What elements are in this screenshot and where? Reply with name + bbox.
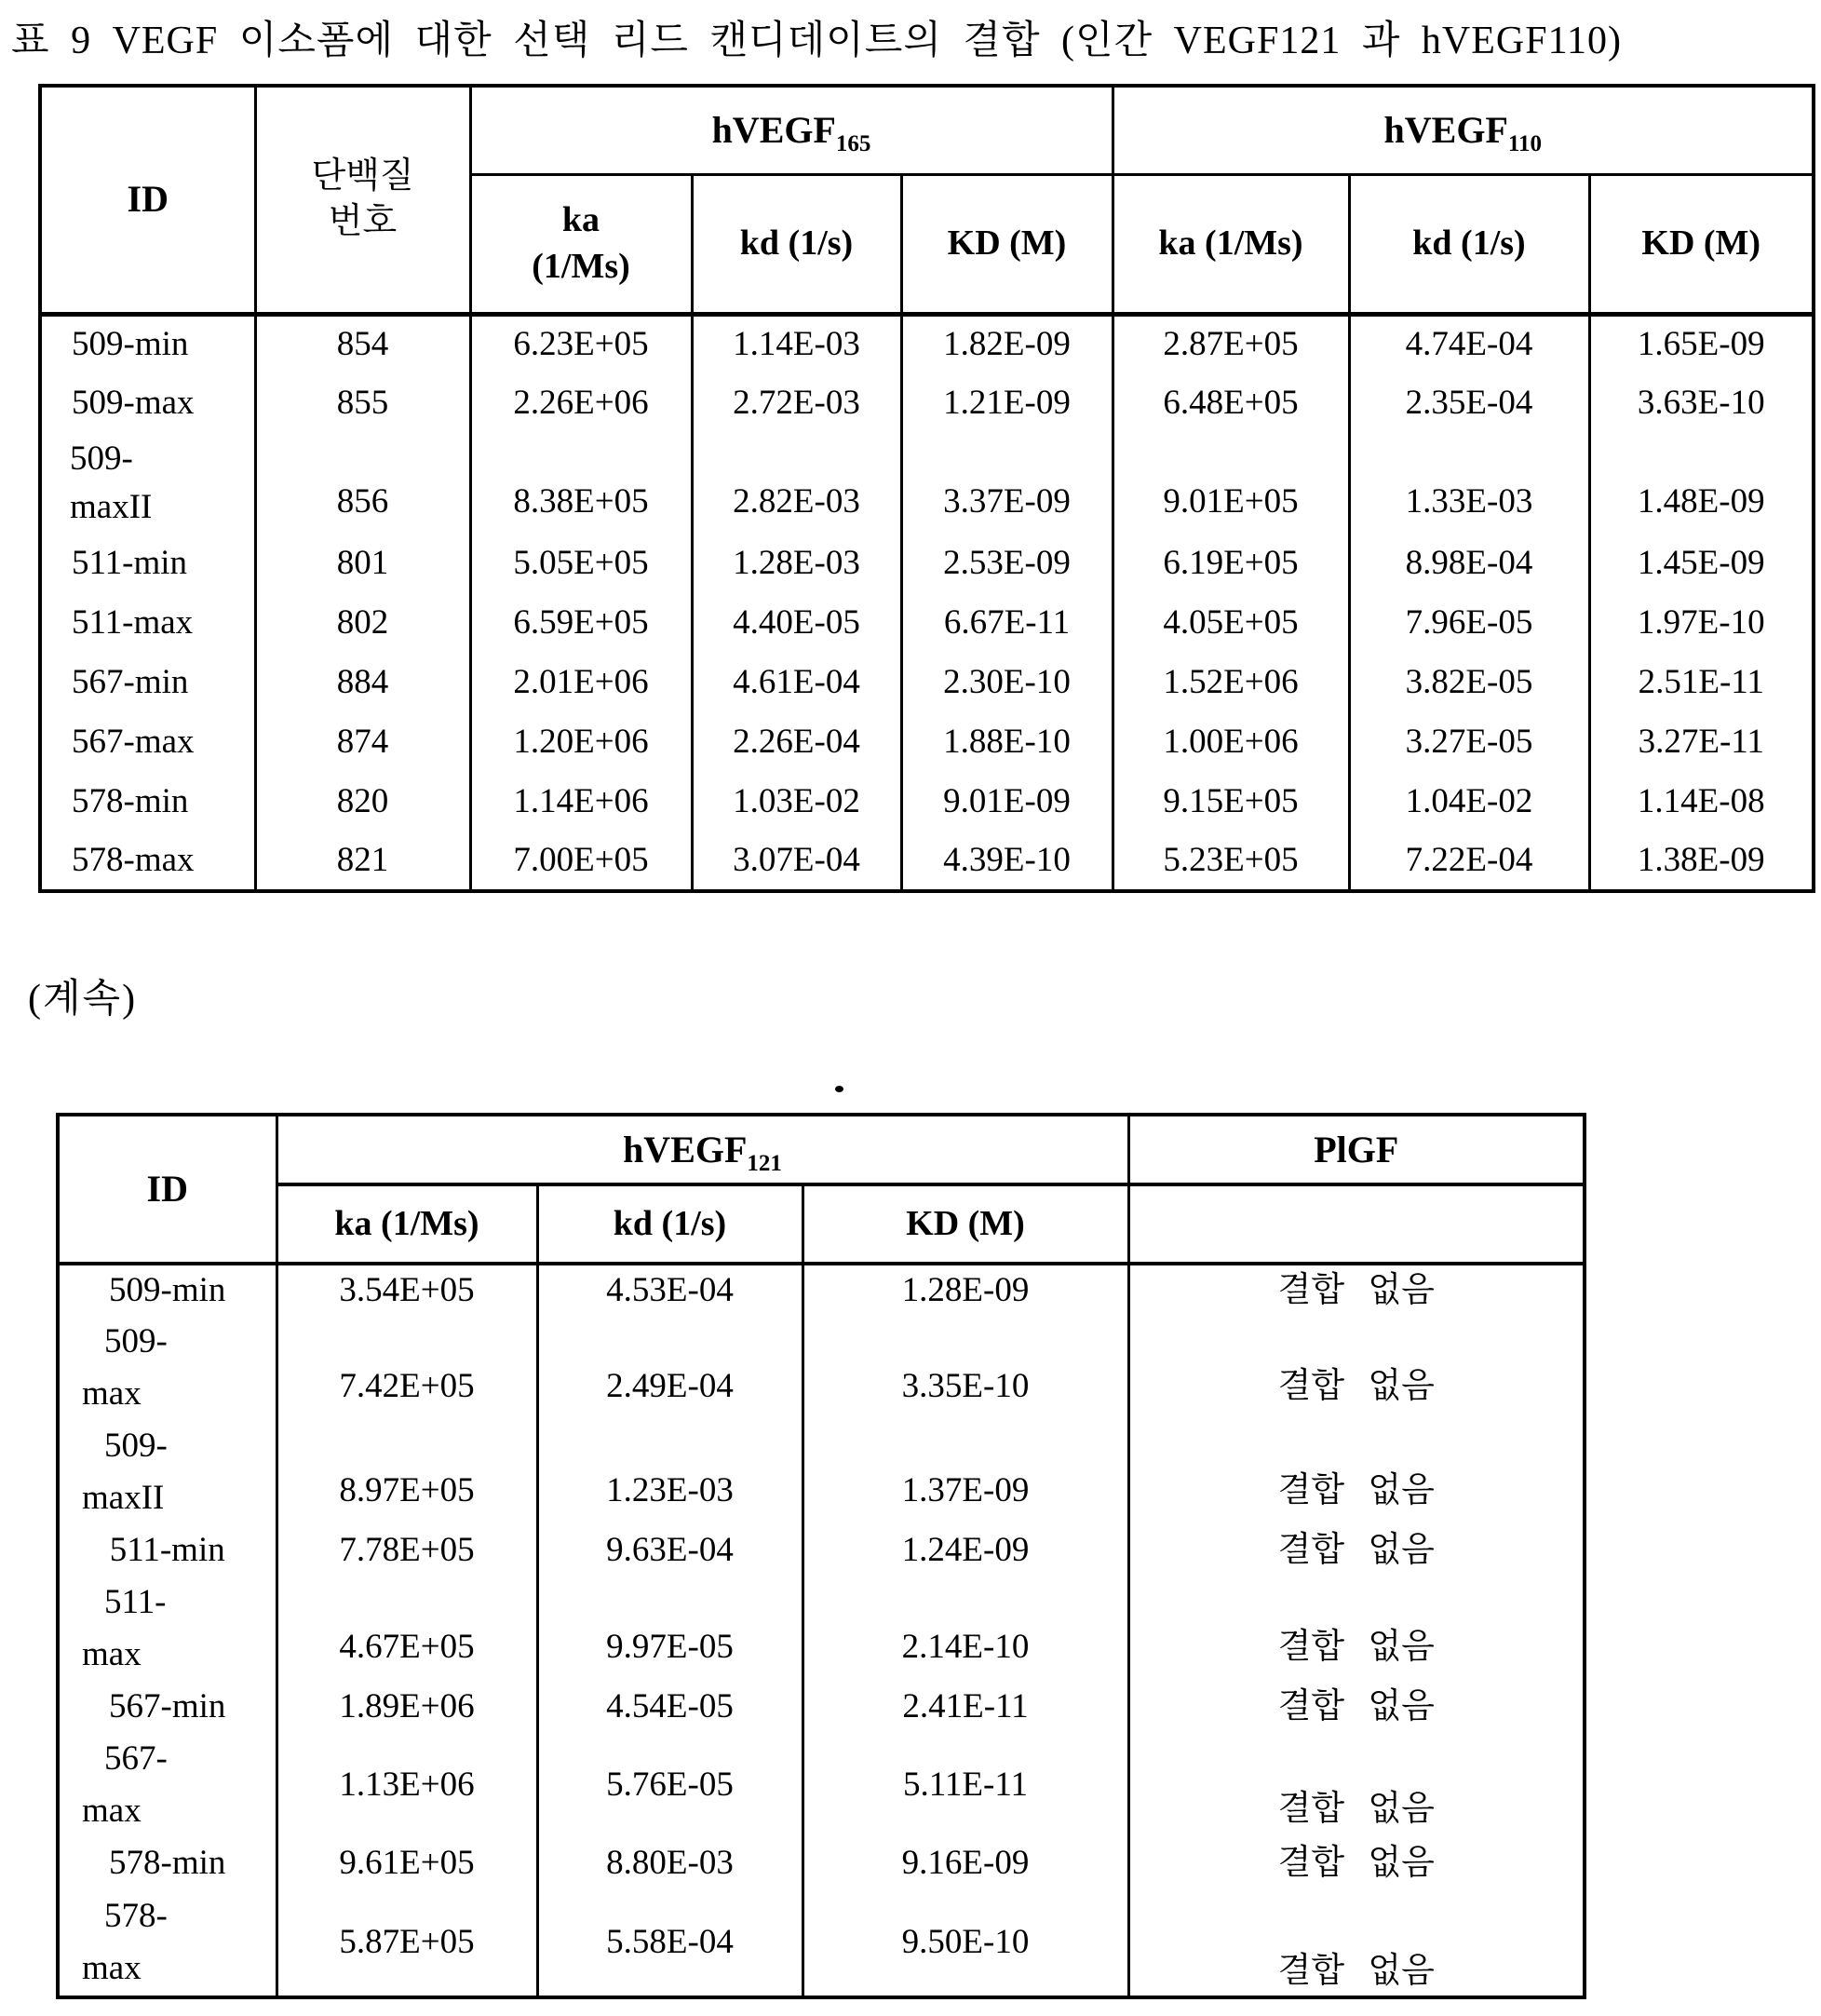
- ka110-cell: 9.01E+05: [1113, 433, 1349, 534]
- KD121-cell: 1.37E-09: [803, 1420, 1128, 1524]
- KD165-cell: 9.01E-09: [901, 772, 1113, 832]
- KD165-cell: 1.88E-10: [901, 712, 1113, 772]
- KD110-cell: 3.27E-11: [1589, 712, 1814, 772]
- kd110-cell: 3.82E-05: [1349, 653, 1589, 712]
- table-row: [58, 1733, 1585, 1837]
- kd121-cell: 2.49E-04: [537, 1316, 803, 1420]
- KD110-cell: 2.51E-11: [1589, 653, 1814, 712]
- id-cell: 578-max: [40, 832, 255, 891]
- plgf-cell: 결합 없음: [1128, 1837, 1585, 1889]
- ka121-cell: 4.67E+05: [277, 1576, 537, 1681]
- ka110-cell: 2.87E+05: [1113, 314, 1349, 373]
- KD121-cell: 2.14E-10: [803, 1576, 1128, 1681]
- KD121-cell: 9.16E-09: [803, 1837, 1128, 1889]
- binding-table-vegf121-plgf: [56, 1113, 1586, 1999]
- KD165-cell: 6.67E-11: [901, 593, 1113, 653]
- kd165-cell: 2.26E-04: [692, 712, 901, 772]
- KD110-cell: 1.48E-09: [1589, 433, 1814, 534]
- protein-number-cell: 820: [255, 772, 470, 832]
- table-row: [40, 772, 1814, 832]
- KD110-cell: 1.38E-09: [1589, 832, 1814, 891]
- id-cell: [58, 1576, 277, 1681]
- id-column-header: ID: [58, 1115, 277, 1264]
- page-title: 표 9 VEGF 이소폼에 대한 선택 리드 캔디데이트의 결합 (인간 VEGF121 과 hVEGF110): [11, 20, 1623, 62]
- kd121-cell: 9.97E-05: [537, 1576, 803, 1681]
- table-row: [40, 593, 1814, 653]
- protein-number-column-header: 단백질 번호: [255, 86, 470, 314]
- plgf-cell: 결합 없음: [1128, 1576, 1585, 1681]
- plgf-cell: 결합 없음: [1128, 1524, 1585, 1576]
- ka110-cell: 1.52E+06: [1113, 653, 1349, 712]
- id-line-1: 511-: [104, 1583, 167, 1621]
- ka165-cell: 2.01E+06: [470, 653, 692, 712]
- plgf-column-header: PlGF: [1128, 1115, 1585, 1184]
- protein-number-cell: 821: [255, 832, 470, 891]
- kd110-cell: 7.96E-05: [1349, 593, 1589, 653]
- table-header-row: [58, 1115, 1585, 1184]
- id-line-2: max: [82, 1635, 142, 1673]
- id-cell: 511-min: [58, 1524, 277, 1576]
- KD121-cell: 1.28E-09: [803, 1264, 1128, 1316]
- hvegf110-subscript: 110: [1507, 130, 1542, 156]
- KD165-cell: 1.82E-09: [901, 314, 1113, 373]
- table-row: [58, 1524, 1585, 1576]
- id-cell: [58, 1316, 277, 1420]
- protein-number-cell: 874: [255, 712, 470, 772]
- id-line-1: 509-: [104, 1427, 168, 1465]
- scan-artifact-dot: [835, 1086, 843, 1092]
- KD165-cell: 3.37E-09: [901, 433, 1113, 534]
- id-line-1: 509-: [104, 1322, 168, 1360]
- table-units-row: [58, 1184, 1585, 1264]
- id-line-1: 578-: [104, 1897, 168, 1935]
- hvegf121-label: hVEGF: [623, 1128, 748, 1170]
- KD-165-header: KD (M): [901, 174, 1113, 314]
- id-cell: [40, 433, 255, 534]
- hvegf110-group-header: [1113, 86, 1814, 174]
- plgf-cell: 결합 없음: [1128, 1420, 1585, 1524]
- id-cell: [58, 1889, 277, 1997]
- ka165-cell: 6.59E+05: [470, 593, 692, 653]
- table-row: [58, 1837, 1585, 1889]
- id-cell: 509-min: [40, 314, 255, 373]
- ka165-cell: 2.26E+06: [470, 373, 692, 433]
- ka-110-header: ka (1/Ms): [1113, 174, 1349, 314]
- protein-number-cell: 855: [255, 373, 470, 433]
- kd110-cell: 3.27E-05: [1349, 712, 1589, 772]
- kd110-cell: 7.22E-04: [1349, 832, 1589, 891]
- kd165-cell: 4.61E-04: [692, 653, 901, 712]
- table-row: [40, 433, 1814, 534]
- table-row: [40, 832, 1814, 891]
- kd165-cell: 1.28E-03: [692, 534, 901, 593]
- hvegf110-label: hVEGF: [1383, 108, 1508, 151]
- KD-121-header: KD (M): [803, 1184, 1128, 1264]
- kd121-cell: 1.23E-03: [537, 1420, 803, 1524]
- plgf-cell: 결합 없음: [1128, 1264, 1585, 1316]
- kd110-cell: 1.04E-02: [1349, 772, 1589, 832]
- ka121-cell: 1.13E+06: [277, 1733, 537, 1837]
- continued-label: (계속): [28, 978, 138, 1021]
- ka110-cell: 1.00E+06: [1113, 712, 1349, 772]
- id-cell: [58, 1733, 277, 1837]
- hvegf121-subscript: 121: [747, 1150, 782, 1176]
- id-cell: 578-min: [58, 1837, 277, 1889]
- hvegf165-subscript: 165: [835, 130, 871, 156]
- hvegf165-group-header: [470, 86, 1113, 174]
- table-header-row: [40, 86, 1814, 174]
- id-line-2: max: [82, 1374, 142, 1413]
- kd110-cell: 2.35E-04: [1349, 373, 1589, 433]
- id-line-1: 509-: [70, 440, 133, 478]
- table-row: [58, 1681, 1585, 1733]
- ka165-cell: 1.20E+06: [470, 712, 692, 772]
- ka165-cell: 8.38E+05: [470, 433, 692, 534]
- KD165-cell: 2.30E-10: [901, 653, 1113, 712]
- protein-number-cell: 854: [255, 314, 470, 373]
- ka165-cell: 1.14E+06: [470, 772, 692, 832]
- KD110-cell: 3.63E-10: [1589, 373, 1814, 433]
- kd165-cell: 4.40E-05: [692, 593, 901, 653]
- table-row: [58, 1576, 1585, 1681]
- ka110-cell: 6.19E+05: [1113, 534, 1349, 593]
- table-row: [58, 1889, 1585, 1997]
- KD121-cell: 1.24E-09: [803, 1524, 1128, 1576]
- ka-165-header: ka (1/Ms): [470, 174, 692, 314]
- ka110-cell: 4.05E+05: [1113, 593, 1349, 653]
- ka165-cell: 6.23E+05: [470, 314, 692, 373]
- id-cell: 511-min: [40, 534, 255, 593]
- id-line-2: maxII: [82, 1479, 165, 1517]
- table-row: [40, 314, 1814, 373]
- id-cell: 509-min: [58, 1264, 277, 1316]
- plgf-cell: 결합 없음: [1128, 1889, 1585, 1997]
- kd121-cell: 4.54E-05: [537, 1681, 803, 1733]
- ka121-cell: 8.97E+05: [277, 1420, 537, 1524]
- id-cell: 578-min: [40, 772, 255, 832]
- id-line-2: max: [82, 1792, 142, 1830]
- KD-110-header: KD (M): [1589, 174, 1814, 314]
- id-column-header: ID: [40, 86, 255, 314]
- id-cell: 567-min: [40, 653, 255, 712]
- kd110-cell: 1.33E-03: [1349, 433, 1589, 534]
- id-cell: 567-min: [58, 1681, 277, 1733]
- KD165-cell: 2.53E-09: [901, 534, 1113, 593]
- id-line-2: max: [82, 1949, 142, 1987]
- KD121-cell: 3.35E-10: [803, 1316, 1128, 1420]
- KD110-cell: 1.97E-10: [1589, 593, 1814, 653]
- KD110-cell: 1.45E-09: [1589, 534, 1814, 593]
- kd121-cell: 5.76E-05: [537, 1733, 803, 1837]
- id-cell: 511-max: [40, 593, 255, 653]
- kd165-cell: 1.14E-03: [692, 314, 901, 373]
- kd-165-header: kd (1/s): [692, 174, 901, 314]
- ka-121-header: ka (1/Ms): [277, 1184, 537, 1264]
- table-row: [40, 373, 1814, 433]
- kd121-cell: 8.80E-03: [537, 1837, 803, 1889]
- protein-number-cell: 802: [255, 593, 470, 653]
- kd121-cell: 5.58E-04: [537, 1889, 803, 1997]
- protein-number-cell: 884: [255, 653, 470, 712]
- KD165-cell: 4.39E-10: [901, 832, 1113, 891]
- ka121-cell: 7.78E+05: [277, 1524, 537, 1576]
- kd165-cell: 1.03E-02: [692, 772, 901, 832]
- table-row: [58, 1264, 1585, 1316]
- kd165-cell: 3.07E-04: [692, 832, 901, 891]
- ka121-cell: 1.89E+06: [277, 1681, 537, 1733]
- table-row: [40, 653, 1814, 712]
- table-row: [58, 1420, 1585, 1524]
- table-row: [58, 1316, 1585, 1420]
- hvegf121-group-header: [277, 1115, 1128, 1184]
- id-line-1: 567-: [104, 1739, 168, 1778]
- kd110-cell: 8.98E-04: [1349, 534, 1589, 593]
- binding-table-vegf165-vegf110: [38, 84, 1815, 893]
- ka110-cell: 5.23E+05: [1113, 832, 1349, 891]
- kd-121-header: kd (1/s): [537, 1184, 803, 1264]
- KD110-cell: 1.65E-09: [1589, 314, 1814, 373]
- table-row: [40, 712, 1814, 772]
- kd165-cell: 2.72E-03: [692, 373, 901, 433]
- kd110-cell: 4.74E-04: [1349, 314, 1589, 373]
- id-cell: 509-max: [40, 373, 255, 433]
- kd121-cell: 9.63E-04: [537, 1524, 803, 1576]
- protein-number-cell: 856: [255, 433, 470, 534]
- plgf-cell: 결합 없음: [1128, 1733, 1585, 1837]
- table-row: [40, 534, 1814, 593]
- ka165-cell: 7.00E+05: [470, 832, 692, 891]
- ka121-cell: 3.54E+05: [277, 1264, 537, 1316]
- id-cell: [58, 1420, 277, 1524]
- id-cell: 567-max: [40, 712, 255, 772]
- KD165-cell: 1.21E-09: [901, 373, 1113, 433]
- ka121-cell: 5.87E+05: [277, 1889, 537, 1997]
- kd165-cell: 2.82E-03: [692, 433, 901, 534]
- kd121-cell: 4.53E-04: [537, 1264, 803, 1316]
- ka121-cell: 7.42E+05: [277, 1316, 537, 1420]
- plgf-empty-subheader-cell: [1128, 1184, 1585, 1264]
- ka121-cell: 9.61E+05: [277, 1837, 537, 1889]
- ka165-cell: 5.05E+05: [470, 534, 692, 593]
- hvegf165-label: hVEGF: [711, 108, 836, 151]
- KD121-cell: 2.41E-11: [803, 1681, 1128, 1733]
- plgf-cell: 결합 없음: [1128, 1681, 1585, 1733]
- KD110-cell: 1.14E-08: [1589, 772, 1814, 832]
- id-line-2: maxII: [70, 488, 153, 526]
- protein-number-cell: 801: [255, 534, 470, 593]
- ka110-cell: 6.48E+05: [1113, 373, 1349, 433]
- kd-110-header: kd (1/s): [1349, 174, 1589, 314]
- KD121-cell: 9.50E-10: [803, 1889, 1128, 1997]
- KD121-cell: 5.11E-11: [803, 1733, 1128, 1837]
- plgf-cell: 결합 없음: [1128, 1316, 1585, 1420]
- ka110-cell: 9.15E+05: [1113, 772, 1349, 832]
